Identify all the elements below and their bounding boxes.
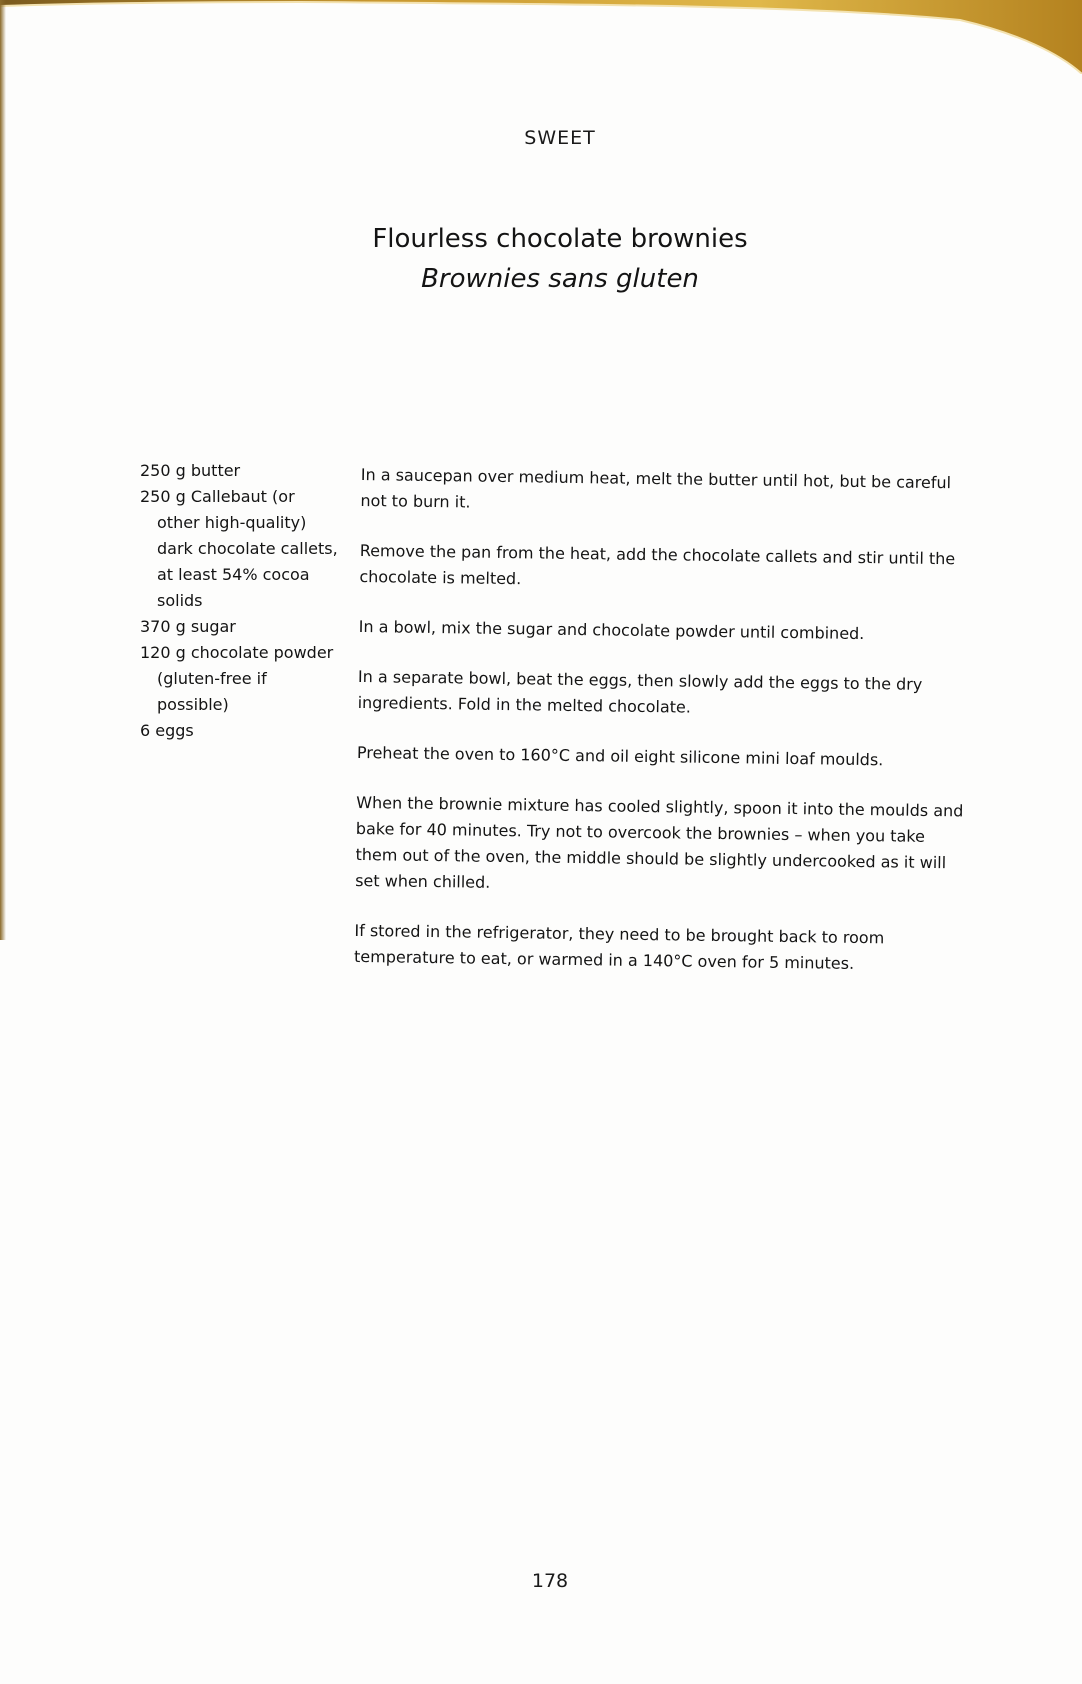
- page-number: 178: [531, 1570, 569, 1592]
- gold-page-edge: [0, 0, 1082, 74]
- recipe-title: Flourless chocolate brownies: [372, 224, 748, 254]
- method-step: In a separate bowl, beat the eggs, then slowly add the eggs to the dry ingredients. Fold in the melted chocolate.: [357, 666, 923, 717]
- method-step: Preheat the oven to 160°C and oil eight silicone mini loaf moulds.: [356, 742, 884, 770]
- recipe-subtitle: Brownies sans gluten: [421, 264, 699, 294]
- ingredient-item: 370 g sugar: [140, 617, 236, 636]
- method-steps: [354, 462, 973, 1002]
- ingredients-list: [140, 458, 340, 744]
- method-step: When the brownie mixture has cooled slightly, spoon it into the moulds and bake for 40 minutes. Try not to overcook the brownies – when you take them out of the oven, the middle should be slightly undercooked as it will set when chilled.: [355, 792, 964, 892]
- ingredient-item: 120 g chocolate powder (gluten-free if possible): [140, 643, 334, 714]
- ingredient-item: 250 g butter: [140, 461, 241, 480]
- section-label: SWEET: [524, 127, 596, 149]
- ingredient-item: 250 g Callebaut (or other high-quality) dark chocolate callets, at least 54% cocoa solids: [140, 487, 338, 610]
- method-step: If stored in the refrigerator, they need to be brought back to room temperature to eat, or warmed in a 140°C oven for 5 minutes.: [353, 920, 885, 973]
- ingredient-item: 6 eggs: [140, 721, 194, 740]
- method-step: In a saucepan over medium heat, melt the butter until hot, but be careful not to burn it.: [360, 464, 952, 512]
- method-step: In a bowl, mix the sugar and chocolate powder until combined.: [358, 616, 865, 644]
- method-step: Remove the pan from the heat, add the chocolate callets and stir until the chocolate is melted.: [359, 540, 956, 589]
